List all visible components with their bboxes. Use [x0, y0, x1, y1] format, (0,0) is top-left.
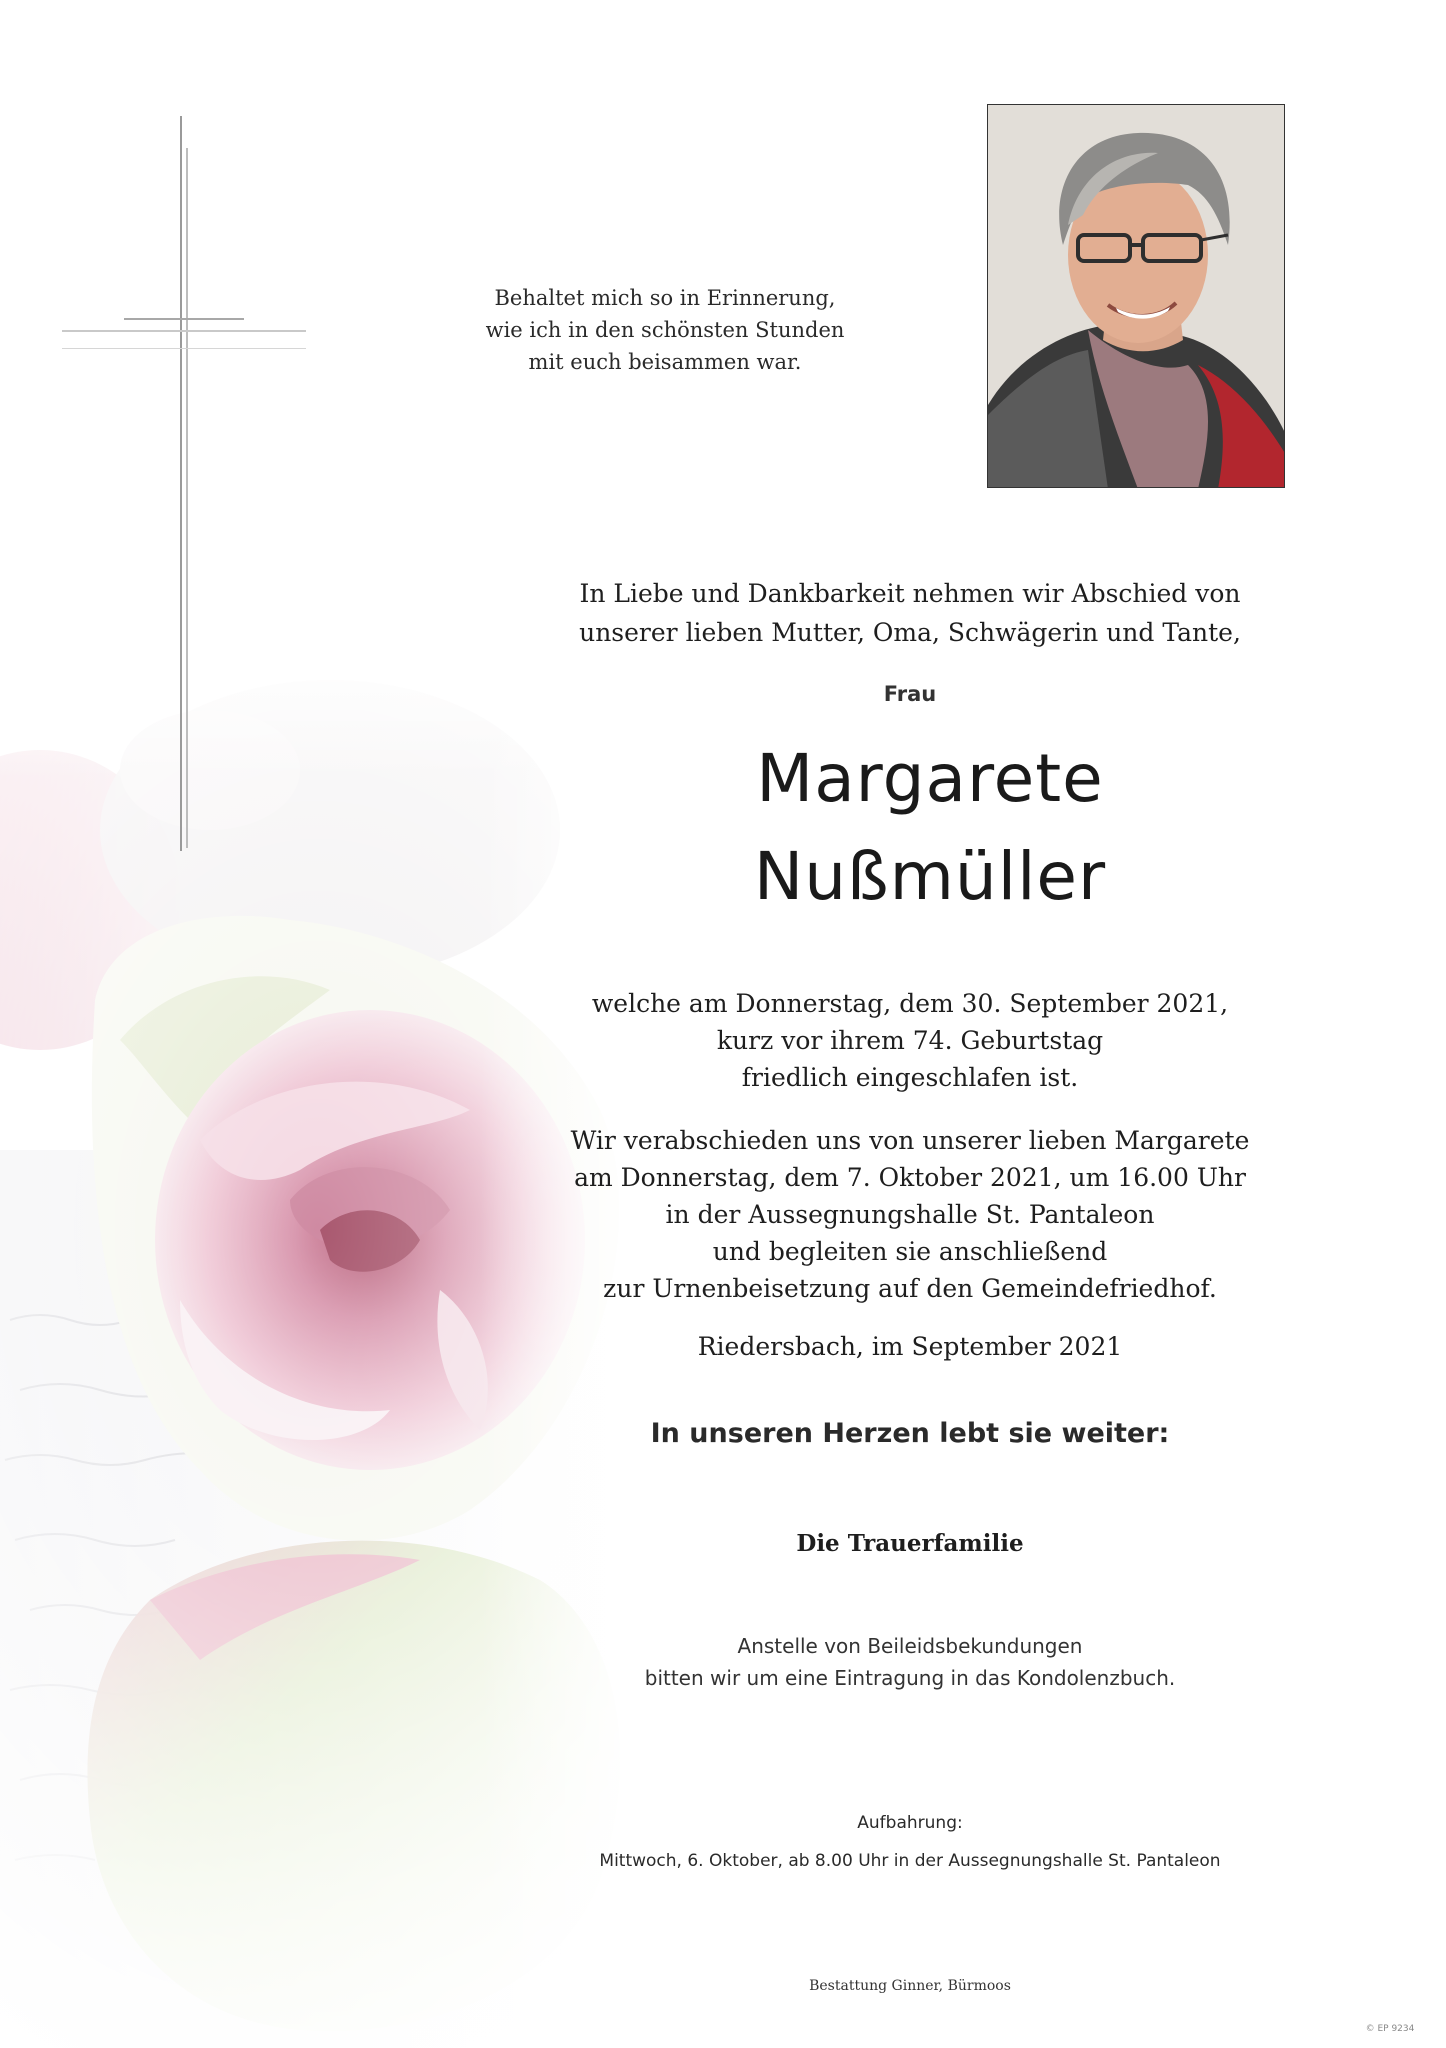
funeral-line: Wir verabschieden uns von unserer lieben Margarete — [570, 1126, 1250, 1155]
intro-text — [560, 574, 1260, 652]
funeral-line: zur Urnenbeisetzung auf den Gemeindefriedhof. — [603, 1274, 1217, 1303]
death-line: kurz vor ihrem 74. Geburtstag — [716, 1026, 1104, 1055]
portrait-illustration — [988, 105, 1285, 488]
viewing-info — [560, 1804, 1260, 1880]
viewing-label: Aufbahrung: — [857, 1813, 963, 1833]
form-code: © EP 9234 — [1365, 2024, 1415, 2034]
condolence-line: Anstelle von Beileidsbekundungen — [737, 1634, 1083, 1658]
condolence-line: bitten wir um eine Eintragung in das Kondolenzbuch. — [644, 1666, 1176, 1690]
salutation: Frau — [883, 682, 937, 706]
cross-icon — [180, 116, 182, 851]
intro-line: unserer lieben Mutter, Oma, Schwägerin und Tante, — [579, 618, 1241, 647]
place-and-date: Riedersbach, im September 2021 — [697, 1332, 1123, 1361]
cross-beam-line — [62, 348, 306, 349]
cross-beam — [124, 318, 244, 320]
portrait-photo — [987, 104, 1285, 488]
undertaker: Bestattung Ginner, Bürmoos — [809, 1978, 1011, 1994]
funeral-details — [560, 1122, 1260, 1307]
viewing-details: Mittwoch, 6. Oktober, ab 8.00 Uhr in der Aussegnungshalle St. Pantaleon — [599, 1851, 1221, 1871]
quote-line: mit euch beisammen war. — [528, 350, 802, 374]
deceased-name — [600, 730, 1260, 926]
quote-line: Behaltet mich so in Erinnerung, — [494, 286, 836, 310]
memorial-motto: In unseren Herzen lebt sie weiter: — [650, 1418, 1170, 1449]
memorial-quote — [460, 282, 870, 378]
first-name: Margarete — [756, 740, 1104, 817]
funeral-line: in der Aussegnungshalle St. Pantaleon — [665, 1200, 1155, 1229]
death-line: friedlich eingeschlafen ist. — [741, 1063, 1079, 1092]
mourning-family: Die Trauerfamilie — [796, 1530, 1024, 1557]
cross-beam-shadow — [62, 330, 306, 332]
condolence-note — [580, 1630, 1240, 1694]
last-name: Nußmüller — [753, 838, 1107, 915]
death-line: welche am Donnerstag, dem 30. September 2021, — [591, 989, 1229, 1018]
funeral-line: am Donnerstag, dem 7. Oktober 2021, um 16.00 Uhr — [574, 1163, 1246, 1192]
intro-line: In Liebe und Dankbarkeit nehmen wir Abschied von — [579, 579, 1241, 608]
death-notice — [560, 985, 1260, 1096]
funeral-line: und begleiten sie anschließend — [712, 1237, 1108, 1266]
quote-line: wie ich in den schönsten Stunden — [485, 318, 845, 342]
cross-line — [186, 148, 188, 848]
